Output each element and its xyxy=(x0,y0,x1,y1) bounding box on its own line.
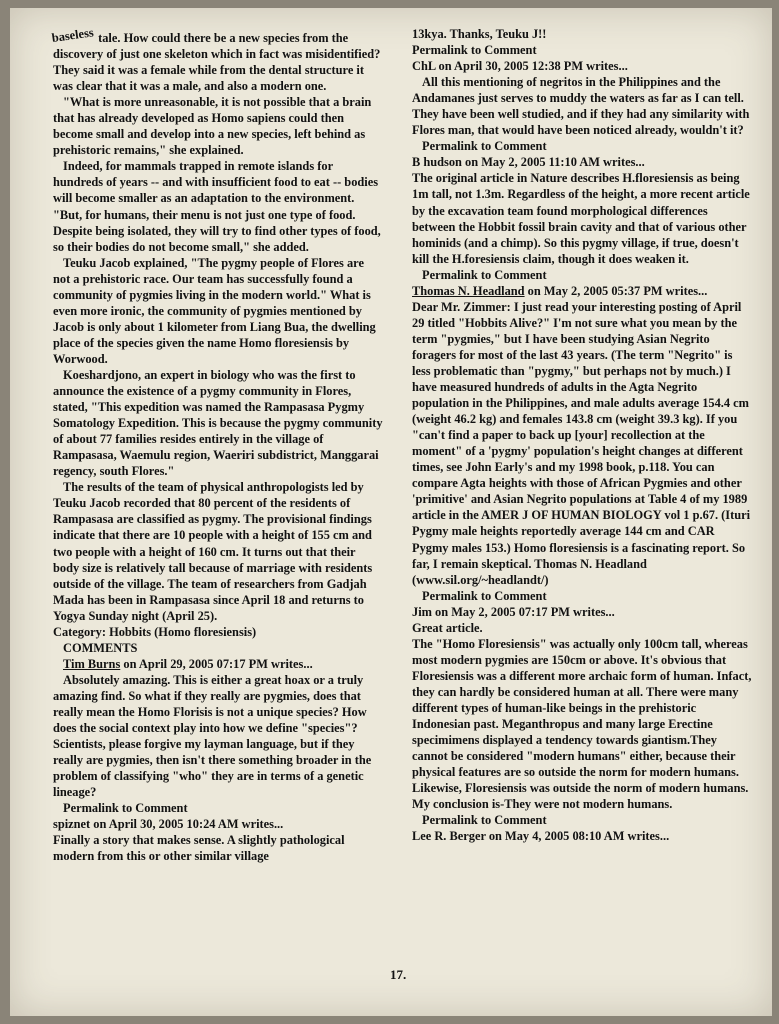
comment-6-permalink[interactable]: Permalink to Comment xyxy=(422,813,547,828)
curled-word: baseless xyxy=(50,25,95,46)
comment-4-header: B hudson on May 2, 2005 11:10 AM writes... xyxy=(412,155,645,170)
paragraph-3: Indeed, for mammals trapped in remote islands for hundreds of years -- and with insufficient food to eat -- bodies will become smaller as an adaptation to the environment. "But, for humans, their menu is not just one type of food. Despite being isolated, they will try to find other types of food, so their bodies do not become small," she added. xyxy=(53,159,381,254)
page-sheet xyxy=(10,8,772,1016)
paragraph-1-text: tale. How could there be a new species from the discovery of just one skeleton which in fact was misidentified? They said it was a female while from the dental structure it was clear that it was a male, and also a modern one. xyxy=(53,31,381,94)
paragraph-5: Koeshardjono, an expert in biology who was the first to announce the existence of a pygmy community in Flores, stated, "This expedition was named the Rampasasa Pygmy Somatology Expedition. This is because the pygmy community of about 77 families resides entirely in the village of Rampasasa, Waemulu region, Waeriri subdistrict, Manggarai regency, south Flores." xyxy=(53,367,383,479)
comment-1-header xyxy=(53,656,383,672)
comment-2-header: spiznet on April 30, 2005 10:24 AM writes... xyxy=(53,817,284,832)
comment-3-permalink[interactable]: Permalink to Comment xyxy=(422,139,547,154)
paragraph-1 xyxy=(50,25,383,94)
comment-1-body: Absolutely amazing. This is either a great hoax or a truly amazing find. So what if they really are pygmies, does that really mean the Homo Florisis is not a unique species? How does the social context play into how we define "species"? Scientists, please forgive my layman language, but if they really are pygmies, then isn't there something broader in the problem of classifying "who" they are in terms of a genetic lineage? xyxy=(53,672,372,800)
comment-7-header: Lee R. Berger on May 4, 2005 08:10 AM writes... xyxy=(412,829,670,844)
comment-2-body: Finally a story that makes sense. A slightly pathological modern from this or other similar village xyxy=(53,833,345,864)
comment-4-body: The original article in Nature describes H.floresiensis as being 1m tall, not 1.3m. Regardless of the height, a more recent article by the excavation team found morphological differences between the Hobbit fossil brain cavity and that of various other hominids (and a chimp). So this pygmy village, if true, doesn't kill the H.foresiensis claim, though it does weaken it. xyxy=(412,171,750,266)
comment-5-permalink[interactable]: Permalink to Comment xyxy=(422,588,547,603)
left-column xyxy=(50,25,383,864)
comment-3-header: ChL on April 30, 2005 12:38 PM writes... xyxy=(412,59,628,74)
paragraph-4: Teuku Jacob explained, "The pygmy people of Flores are not a prehistoric race. Our team has successfully found a community of pygmies living in the modern world." What is even more ironic, the community of pygmies mentioned by Jacob is only about 1 kilometer from Liang Bua, the dwelling place of the species given the name Homo floresiensis by Worwood. xyxy=(53,255,376,366)
page-number: 17. xyxy=(390,967,407,982)
category-line: Category: Hobbits (Homo floresiensis) xyxy=(53,624,257,639)
comment-continued-permalink[interactable]: Permalink to Comment xyxy=(412,43,537,58)
comment-continued: 13kya. Thanks, Teuku J!! xyxy=(412,27,547,41)
comment-6-body-1: Great article. xyxy=(412,620,483,635)
comments-heading: COMMENTS xyxy=(63,640,138,655)
comment-5-author-link[interactable]: Thomas N. Headland xyxy=(412,283,525,298)
comment-1-author-link[interactable]: Tim Burns xyxy=(63,656,121,671)
comment-5-body: Dear Mr. Zimmer: I just read your interesting posting of April 29 titled "Hobbits Alive?" I'm not sure what you mean by the term "pygmies," but I have been studying Asian Negrito foragers for most of the last 43 years. (The term "Negrito" is less problematic than "pygmy," but perhaps not by much.) I have measured hundreds of adults in the Agta Negrito population in the Philippines, and male adults average 154.4 cm (weight 46.2 kg) and females 143.8 cm (weight 39.3 kg). If you "can't find a paper to back up [your] recollection at the moment" of a 'pygmy' population's height changes at different times, see John Early's and my 1998 book, p.118. You can compare Agta heights with those of African Pygmies and other 'primitive' and Asian Negrito populations at Table 4 of my 1989 article in the AMER J OF HUMAN BIOLOGY vol 1 p.67. (Ituri Pygmy male heights reportedly average 144 cm and CAR Pygmy males 153.) Homo floresiensis is a fascinating report. So far, I remain skeptical. Thomas N. Headland (www.sil.org/~headlandt/) xyxy=(412,299,751,587)
right-column xyxy=(412,26,752,844)
paragraph-6: The results of the team of physical anthropologists led by Teuku Jacob recorded that 80 percent of the residents of Rampasasa are classified as pygmy. The provisional findings indicate that there are 10 people with a height of 155 cm and two people with a height of 160 cm. It turns out that their body size is relatively tall because of marriage with residents outside of the village. The team of researchers from Gadjah Mada has been in Rampasasa since April 18 and returns to Yogya Sunday night (April 25). xyxy=(53,480,373,623)
comment-3-body: All this mentioning of negritos in the Philippines and the Andamanes just serves to muddy the waters as far as I can tell. They have been well studied, and if they had any similarity with Flores man, that would have been noticed already, wouldn't it? xyxy=(412,75,750,138)
comment-5-header xyxy=(412,283,752,299)
comment-6-header: Jim on May 2, 2005 07:17 PM writes... xyxy=(412,604,615,619)
comment-6-body-2: The "Homo Floresiensis" was actually only 100cm tall, whereas most modern pygmies are 150cm or above. It's obvious that Floresiensis was a different more archaic form of human. Infact, they can hardly be considered human at all. There were many different types of human-like beings in the prehistoric Indonesian past. Meganthropus and many large Erectine specimimens displayed a tendency towards giantism.They cannot be considered "modern humans" either, because their physical features are so outside the norm for modern humans. Likewise, Floresiensis was outside the norm of modern humans. My conclusion is-They were not modern humans. xyxy=(412,636,752,812)
comment-4-permalink[interactable]: Permalink to Comment xyxy=(422,267,547,282)
paragraph-2: "What is more unreasonable, it is not possible that a brain that has already developed as Homo sapiens could then become small and develop into a new species, left behind as prehistoric remains," she explained. xyxy=(53,95,372,158)
comment-1-permalink[interactable]: Permalink to Comment xyxy=(63,801,188,816)
comment-1-meta: on April 29, 2005 07:17 PM writes... xyxy=(120,656,313,671)
comment-5-meta: on May 2, 2005 05:37 PM writes... xyxy=(524,283,708,298)
